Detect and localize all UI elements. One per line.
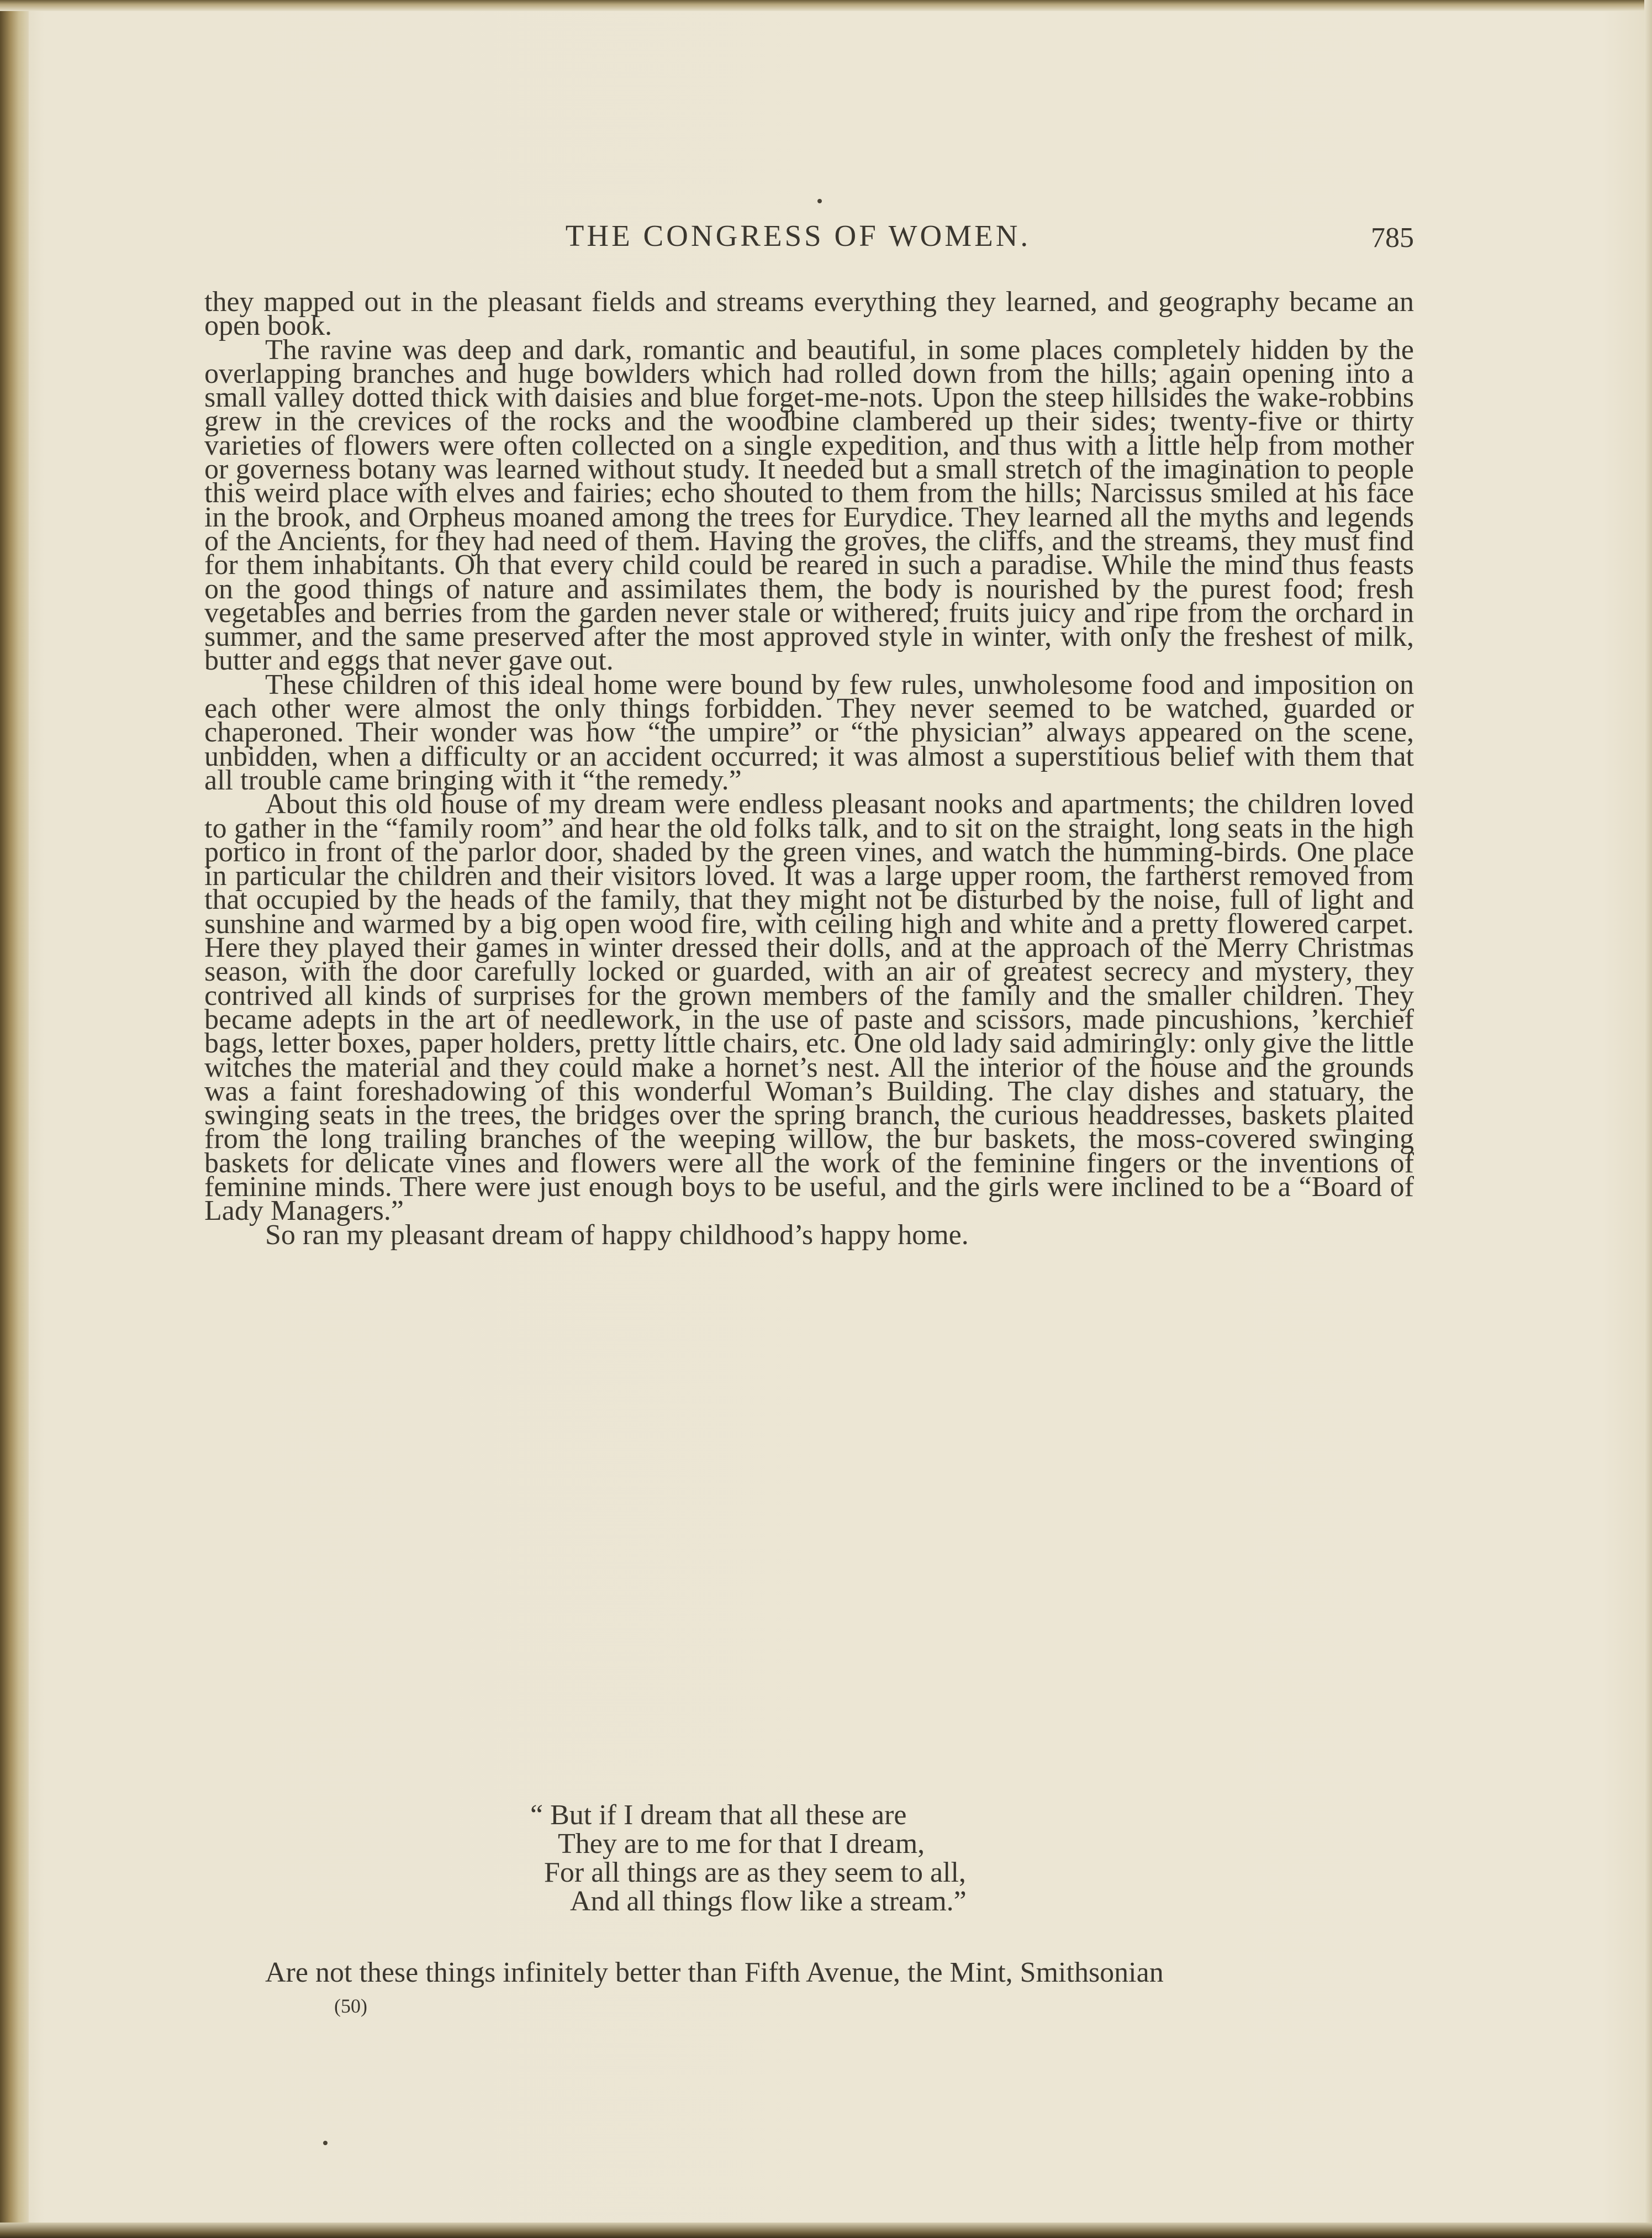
poem-line: They are to me for that I dream, <box>558 1828 925 1860</box>
paragraph: About this old house of my dream were endless pleasant nooks and apartments; the children loved to gather in the “family room” and hear the old folks talk, and to sit on the straight, long seats in the high portico in front of the parlor door, shaded by the green vines, and watch the humming-birds. One place in particular the children and their visitors loved. It was a large upper room, the fartherst removed from that occupied by the heads of the family, that they might not be disturbed by the noise, full of light and sunshine and warmed by a big open wood fire, with ceiling high and white and a pretty flowered carpet. Here they played their games in winter dressed their dolls, and at the approach of the Merry Christmas season, with the door carefully locked or guarded, with an air of greatest secrecy and mystery, they contrived all kinds of surprises for the grown members of the family and the smaller children. They became adepts in the art of needlework, in the use of paste and scissors, made pincushions, ’kerchief bags, letter boxes, paper holders, pretty little chairs, etc. One old lady said admiringly: only give the little witches the material and they could make a hornet’s nest. All the interior of the house and the grounds was a faint foreshadowing of this wonderful Woman’s Building. The clay dishes and statuary, the swinging seats in the trees, the bridges over the spring branch, the curious headdresses, baskets plaited from the long trailing branches of the weeping willow, the bur baskets, the moss-covered swinging baskets for delicate vines and flowers were all the work of the feminine fingers or the inventions of feminine minds. There were just enough boys to be useful, and the girls were inclined to be a “Board of Lady Managers.” <box>204 788 1414 1227</box>
poem-line: For all things are as they seem to all, <box>544 1857 966 1888</box>
ink-speck <box>323 2141 328 2145</box>
running-title: THE CONGRESS OF WOMEN. <box>565 219 1031 252</box>
poem-quotation <box>525 1801 1187 1916</box>
poem-line: “ But if I dream that all these are <box>530 1799 907 1831</box>
running-header <box>182 218 1414 257</box>
paragraph: The ravine was deep and dark, romantic and beautiful, in some places completely hidden by the overlapping branches and huge bowlders which had rolled down from the hills; again opening into a small valley dotted thick with daisies and blue forget-me-nots. Upon the steep hillsides the wake-robbins grew in the crevices of the rocks and the woodbine clambered up their sides; twenty-five or thirty varieties of flowers were often collected on a single expedition, and thus with a little help from mother or governess botany was learned without study. It needed but a small stretch of the imagination to people this weird place with elves and fairies; echo shouted to them from the hills; Narcissus smiled at his face in the brook, and Orpheus moaned among the trees for Eurydice. They learned all the myths and legends of the Ancients, for they had need of them. Having the groves, the cliffs, and the streams, they must find for them inhabitants. Oh that every child could be reared in such a paradise. While the mind thus feasts on the good things of nature and assimilates them, the body is nourished by the purest food; fresh vegetables and berries from the garden never stale or withered; fruits juicy and ripe from the orchard in summer, and the same preserved after the most approved style in winter, with only the freshest of milk, butter and eggs that never gave out. <box>204 334 1414 677</box>
paragraph: So ran my pleasant dream of happy childhood’s happy home. <box>265 1219 969 1251</box>
paragraph: These children of this ideal home were bound by few rules, unwholesome food and imposition on each other were almost the only things forbidden. They never seemed to be watched, guarded or chaperoned. Their wonder was how “the umpire” or “the physician” always appeared on the scene, unbidden, when a difficulty or an accident occurred; it was almost a superstitious belief with them that all trouble came bringing with it “the remedy.” <box>204 668 1414 796</box>
signature-mark: (50) <box>334 1995 367 2017</box>
body-text <box>204 286 1414 1251</box>
page-number: 785 <box>1371 222 1414 254</box>
bottom-page-edge <box>0 2223 1652 2238</box>
paragraph: they mapped out in the pleasant fields and streams everything they learned, and geography became an open book. <box>204 286 1414 342</box>
right-page-edge <box>1644 0 1652 2238</box>
book-binding-edge <box>0 0 29 2238</box>
poem-line: And all things flow like a stream.” <box>570 1886 967 1917</box>
closing-line: Are not these things infinitely better than Fifth Avenue, the Mint, Smithsonian <box>265 1957 1164 1988</box>
top-page-edge <box>0 0 1652 11</box>
ink-speck <box>817 199 822 203</box>
